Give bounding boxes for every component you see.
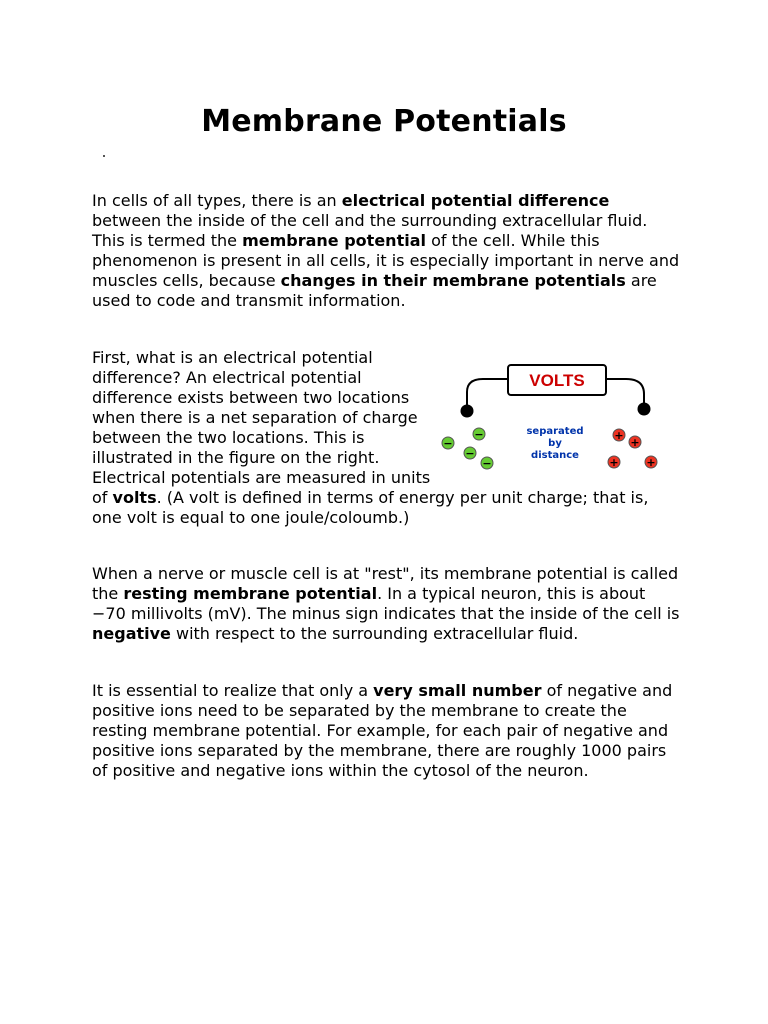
paragraph-potential-difference [92,348,682,528]
text-run: with respect to the surrounding extracellular fluid. [170,624,579,643]
negative-ion-icon-sign: − [482,457,492,470]
bold-term: very small number [373,681,542,700]
negative-ion-icon-sign: − [465,447,475,460]
negative-probe-icon [461,405,474,418]
paragraph-ion-separation [92,681,682,781]
positive-ion-icon-sign: + [630,436,640,449]
page-title: Membrane Potentials [201,104,567,139]
text-run: of the cell. While this phenomenon is present in all cells, it is especially important in nerve and muscles cells, because [92,231,680,290]
bold-term: negative [92,624,171,643]
text-run: In cells of all types, there is an [92,191,342,210]
bold-term: resting membrane potential [123,584,378,603]
paragraph-resting-potential [92,564,682,644]
negative-ion-icon-sign: − [443,437,453,450]
caption-line-3: distance [531,450,579,461]
negative-ion-icon-sign: − [474,428,484,441]
bold-term: changes in their membrane potentials [280,271,626,290]
text-run: First, what is an electrical potential difference? An electrical potential difference exists between two locations when there is a net separation of charge between the two locations. This is illustrated in the figure on the right. Electrical potentials are measured in units of [92,348,431,507]
positive-ion-icon-sign: + [609,456,619,469]
text-run: When a nerve or muscle cell is at "rest", its membrane potential is called the [92,564,679,603]
volts-diagram [438,348,700,476]
voltmeter-label: VOLTS [529,371,585,390]
positive-ion-icon-sign: + [614,429,624,442]
volts-figure [438,348,700,476]
positive-probe-icon [638,403,651,416]
text-run: It is essential to realize that only a [92,681,374,700]
text-run: . In a typical neuron, this is about −70 millivolts (mV). The minus sign indicates that the inside of the cell is [92,584,680,623]
text-run: are used to code and transmit information. [92,271,657,310]
paragraph-intro [92,191,682,311]
bold-term: membrane potential [242,231,426,250]
text-run: . (A volt is defined in terms of energy per unit charge; that is, one volt is equal to one joule/coloumb.) [92,488,649,527]
bold-term: volts [112,488,157,507]
text-run: between the inside of the cell and the surrounding extracellular fluid. This is termed the [92,211,648,250]
text-run: of negative and positive ions need to be separated by the membrane to create the resting membrane potential. For example, for each pair of negative and positive ions separated by the membrane, there are roughly 1000 pairs of positive and negative ions within the cytosol of the neuron. [92,681,673,780]
caption-line-1: separated [526,426,584,437]
positive-ion-icon-sign: + [646,456,656,469]
stray-mark [103,155,105,157]
bold-term: electrical potential difference [341,191,610,210]
caption-line-2: by [548,438,562,449]
